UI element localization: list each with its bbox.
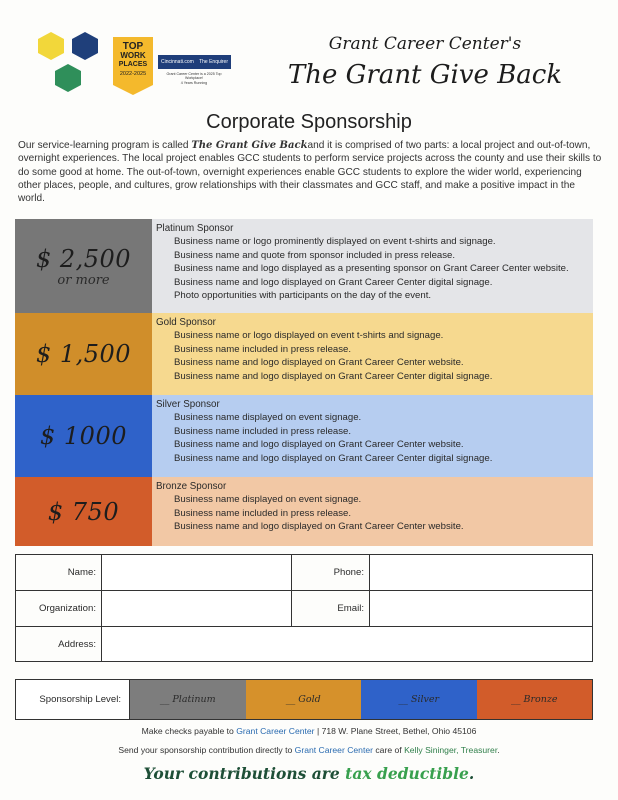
intro-before: Our service-learning program is called — [18, 140, 192, 151]
enquirer-caption-line2: Workplace! — [185, 76, 203, 81]
tier-silver-price-cell — [15, 395, 152, 477]
tagline-suffix: . — [468, 764, 475, 783]
tier-gold-benefits — [152, 313, 593, 395]
benefit-item: Business name or logo prominently displayed on event t-shirts and signage. — [174, 236, 496, 248]
tier-platinum-name: Platinum Sponsor — [156, 223, 234, 234]
enquirer-left: Cincinnati.com — [161, 59, 194, 65]
phone-label: Phone: — [292, 555, 370, 591]
badge-years: 2022-2025 — [119, 71, 147, 77]
badge-line3: PLACES — [118, 61, 148, 68]
benefit-item: Business name included in press release. — [174, 425, 352, 437]
level-option-silver[interactable]: __ Silver — [361, 680, 477, 719]
tier-silver-price: $ 1000 — [40, 422, 127, 450]
checks-payable-line — [0, 726, 618, 736]
badge-line2: WORK — [120, 51, 146, 60]
tier-gold — [15, 313, 593, 395]
tier-silver-name: Silver Sponsor — [156, 399, 220, 410]
intro-after: and it is comprised of two parts: a local project and out-of-town, overnight experiences. The local project enables GCC students to perform service projects across the county and use their skills to do some good at home. The out-of-town, overnight experiences enable GCC students to explore the wider world, experiencing other places, people, and cultures, grow relationships with their classmates and GCC staff, and make a positive impact in the world. — [18, 140, 602, 205]
tier-silver-benefits — [152, 395, 593, 477]
enquirer-banner — [158, 55, 231, 69]
benefit-item: Photo opportunities with participants on the day of the event. — [174, 290, 432, 302]
send-middle: care of — [373, 745, 405, 755]
send-suffix: . — [497, 745, 500, 755]
tier-gold-price: $ 1,500 — [35, 340, 132, 368]
benefit-item: Business name and quote from sponsor included in press release. — [174, 249, 456, 261]
intro-paragraph — [18, 139, 603, 205]
email-field[interactable] — [370, 591, 593, 627]
tier-gold-name: Gold Sponsor — [156, 317, 216, 328]
benefit-item: Business name and logo displayed on Grant Career Center website. — [174, 357, 464, 369]
header-title: The Grant Give Back — [287, 60, 563, 90]
benefit-item: Business name and logo displayed on Grant Career Center digital signage. — [174, 370, 493, 382]
benefit-item: Business name and logo displayed on Grant Career Center digital signage. — [174, 276, 493, 288]
benefit-item: Business name and logo displayed on Grant Career Center website. — [174, 521, 464, 533]
send-contribution-line — [0, 745, 618, 755]
badge-line1: TOP — [122, 41, 144, 52]
benefit-item: Business name and logo displayed as a presenting sponsor on Grant Career Center website. — [174, 263, 569, 275]
sponsorship-level-row — [15, 679, 593, 720]
level-option-platinum[interactable]: __ Platinum — [130, 680, 246, 719]
email-label: Email: — [292, 591, 370, 627]
enquirer-caption-line3: 4 Years Running — [180, 80, 208, 85]
name-label: Name: — [16, 555, 102, 591]
tagline-prefix: Your contributions are — [143, 764, 346, 783]
address-field[interactable] — [102, 627, 593, 662]
page-title: Corporate Sponsorship — [206, 111, 412, 133]
sponsorship-tiers — [15, 219, 593, 546]
tier-bronze-benefits — [152, 477, 593, 546]
phone-field[interactable] — [370, 555, 593, 591]
tier-bronze — [15, 477, 593, 546]
send-person: Kelly Sininger, Treasurer — [404, 745, 498, 755]
gcc-hexagon-logo — [36, 30, 104, 96]
tagline-emphasis: tax deductible — [345, 764, 469, 783]
enquirer-right: The Enquirer — [199, 59, 228, 65]
benefit-item: Business name included in press release. — [174, 343, 352, 355]
tier-platinum-price-cell — [15, 219, 152, 313]
organization-label: Organization: — [16, 591, 102, 627]
tier-silver — [15, 395, 593, 477]
organization-field[interactable] — [102, 591, 292, 627]
tier-platinum-benefits — [152, 219, 593, 313]
tier-bronze-price-cell — [15, 477, 152, 546]
header-subtitle: Grant Career Center's — [328, 34, 522, 54]
send-prefix: Send your sponsorship contribution directly to — [118, 745, 295, 755]
level-option-bronze[interactable]: __ Bronze — [477, 680, 593, 719]
sponsorship-level-label: Sponsorship Level: — [16, 680, 130, 719]
benefit-item: Business name and logo displayed on Grant Career Center website. — [174, 439, 464, 451]
checks-payee: Grant Career Center — [236, 726, 315, 736]
benefit-item: Business name included in press release. — [174, 507, 352, 519]
benefit-item: Business name displayed on event signage. — [174, 412, 362, 424]
benefit-item: Business name or logo displayed on event t-shirts and signage. — [174, 330, 444, 342]
tier-platinum-note: or more — [57, 272, 110, 288]
top-workplaces-badge — [113, 37, 153, 95]
tier-bronze-price: $ 750 — [47, 497, 120, 526]
enquirer-caption-line1: Grant Career Center is a 2025 Top — [166, 72, 222, 76]
checks-address: | 718 W. Plane Street, Bethel, Ohio 45106 — [314, 726, 477, 736]
level-option-gold[interactable]: __ Gold — [246, 680, 362, 719]
enquirer-caption — [152, 72, 236, 85]
benefit-item: Business name displayed on event signage. — [174, 494, 362, 506]
send-org: Grant Career Center — [294, 745, 373, 755]
tier-bronze-name: Bronze Sponsor — [156, 481, 227, 492]
address-label: Address: — [16, 627, 102, 662]
name-field[interactable] — [102, 555, 292, 591]
intro-program-name: The Grant Give Back — [191, 140, 308, 151]
tier-platinum — [15, 219, 593, 313]
checks-prefix: Make checks payable to — [141, 726, 237, 736]
benefit-item: Business name and logo displayed on Grant Career Center digital signage. — [174, 452, 493, 464]
tier-gold-price-cell — [15, 313, 152, 395]
tier-platinum-price: $ 2,500 — [35, 244, 132, 273]
tagline — [0, 764, 618, 783]
sponsor-info-form — [15, 554, 593, 662]
